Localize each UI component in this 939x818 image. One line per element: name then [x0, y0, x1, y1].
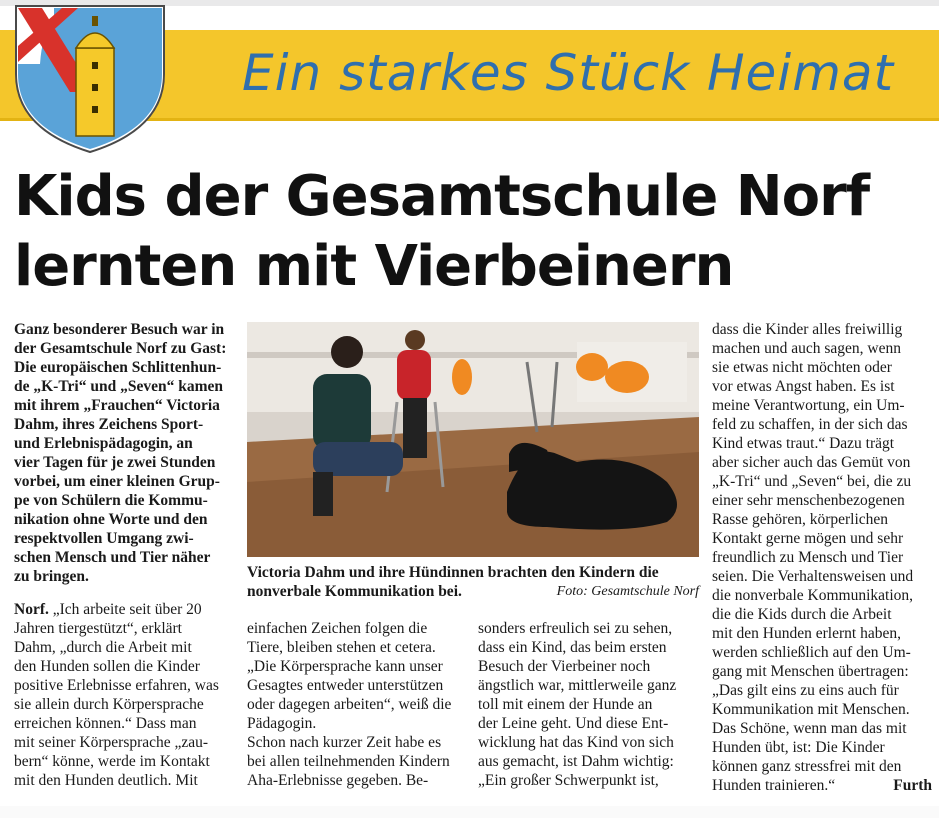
headline-line-1: Kids der Gesamtschule Norf	[14, 164, 870, 229]
headline	[14, 162, 914, 302]
photo-caption	[247, 563, 699, 601]
lead-paragraph: Ganz besonderer Besuch war in der Gesamtschule Norf zu Gast: Die europäischen Schlittenhun- de „K-Tri“ und „Seven“ kamen mit ihrem „Frauchen“ Victoria Dahm, ihres Zeichens Sport- und Erlebnispädagogin, an vier Tagen für je zwei Stunden vorbei, um einer kleinen Grup- pe von Schülern die Kommu- nikation ohne Worte und den respektvollen Umgang zwi- schen Mensch und Tier näher zu bringen.	[14, 321, 227, 585]
body-column-2: einfachen Zeichen folgen die Tiere, bleiben stehen et cetera. „Die Körpersprache kann unser Gesagtes entweder unterstützen oder dagegen arbeiten“, weiß die Pädagogin. Schon nach kurzer Zeit habe es bei allen teilnehmenden Kindern Aha-Erlebnisse gegeben. Be-	[247, 620, 452, 789]
coat-of-arms-icon	[14, 4, 166, 154]
caption-line-1: Victoria Dahm und ihre Hündinnen brachten den Kindern die	[247, 564, 659, 581]
caption-line-2: nonverbale Kommunikation bei.	[247, 583, 462, 600]
body-column-3: sonders erfreulich sei zu sehen, dass ein Kind, das beim ersten Besuch der Vierbeiner noch ängstlich war, mittlerweile ganz toll mit einem der Hunde an der Leine geht. Und diese Ent- wicklung hat das Kind von sich aus gemacht, ist Dahm wichtig: „Ein großer Schwerpunkt ist,	[478, 620, 677, 789]
body-column-1: Norf. „Ich arbeite seit über 20 Jahren tiergestützt“, erklärt Dahm, „durch die Arbeit mit den Hunden sollen die Kinder positive Erlebnisse erfahren, was sie allein durch Körpersprache erreichen können.“ Dass man mit seiner Körpersprache „zau- bern“ könne, werde im Kontakt mit den Hunden deutlich. Mit	[14, 601, 219, 789]
author-signature: Furth	[893, 777, 932, 794]
article-photo	[247, 322, 699, 557]
dateline: Norf.	[14, 601, 49, 618]
page-bottom-edge	[0, 806, 939, 818]
body-column-4: dass die Kinder alles freiwillig machen und auch sagen, wenn sie etwas nicht möchten oder vor etwas Angst haben. Es ist meine Verantwortung, ein Um- feld zu schaffen, in der sich das Kind etwas traut.“ Dazu trägt aber sicher auch das Gemüt von „K-Tri“ und „Seven“ bei, die zu einer sehr menschenbezogenen Rasse gehören, körperlichen Kontakt gerne mögen und sehr freundlich zu Mensch und Tier seien. Die Verhaltensweisen und die nonverbale Kommunikation, die die Kids durch die Arbeit mit den Hunden erlernt haben, werden schließlich auf den Um- gang mit Menschen übertragen: „Das gilt eins zu eins auch für Kommunikation mit Menschen. Das Schöne, wenn man das mit Hunden übt, ist: Die Kinder können ganz stressfrei mit den Hunden trainieren.“ Furth	[712, 321, 932, 794]
banner-title: Ein starkes Stück Heimat	[242, 44, 895, 102]
photo-credit: Foto: Gesamtschule Norf	[556, 584, 699, 599]
headline-line-2: lernten mit Vierbeinern	[14, 234, 734, 299]
